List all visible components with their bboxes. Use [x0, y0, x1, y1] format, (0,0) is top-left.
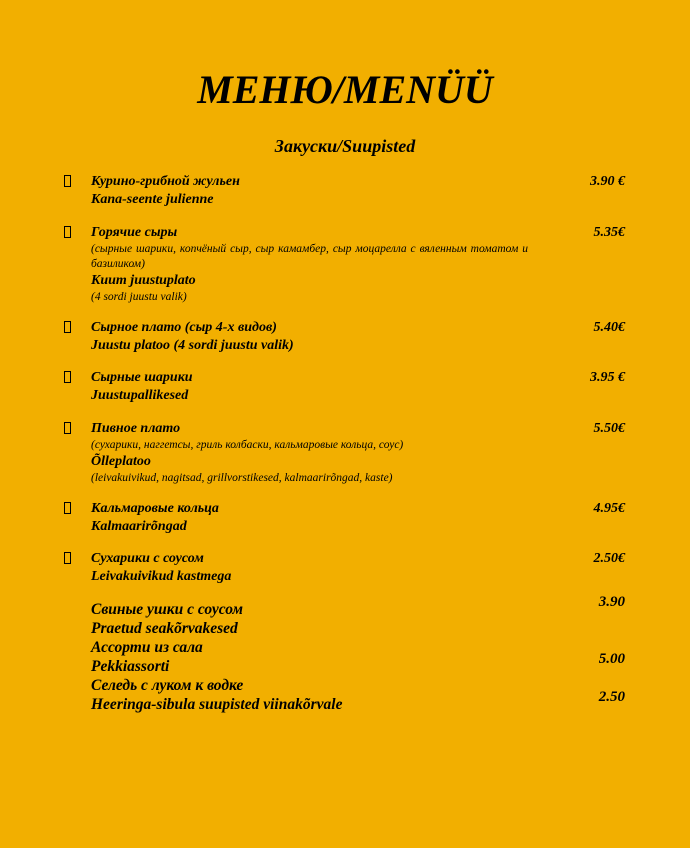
item-name-ru: Свиные ушки с соусом: [91, 601, 243, 618]
bullet-icon: [64, 422, 71, 434]
item-price: 5.40€: [593, 320, 625, 335]
item-name-et: Praetud seakõrvakesed: [91, 620, 238, 637]
bullet-icon: [64, 552, 71, 564]
item-name-et: Kalmaarirõngad: [91, 519, 187, 534]
item-price: 3.90 €: [590, 174, 625, 189]
item-name-ru: Сырные шарики: [91, 370, 193, 385]
item-name-ru: Сырное плато (сыр 4-х видов): [91, 320, 277, 335]
item-price: 5.00: [598, 651, 625, 667]
item-price: 3.90: [598, 594, 625, 610]
section-heading: Закуски/Suupisted: [274, 136, 416, 156]
bullet-icon: [64, 502, 71, 514]
item-name-et: Õlleplatoo: [91, 454, 151, 469]
item-price: 5.50€: [593, 421, 625, 436]
bullet-icon: [64, 321, 71, 333]
item-name-ru: Селедь с луком к водке: [91, 677, 244, 694]
item-desc-et: (4 sordi juustu valik): [91, 291, 187, 303]
item-name-ru: Кальмаровые кольца: [91, 501, 219, 516]
item-name-et: Leivakuivikud kastmega: [91, 569, 232, 584]
item-name-et: Juustupallikesed: [91, 388, 189, 403]
item-name-ru: Горячие сыры: [91, 225, 178, 240]
item-name-et: Pekkiassorti: [91, 658, 170, 675]
item-price: 4.95€: [593, 501, 625, 516]
item-desc-et: (leivakuivikud, nagitsad, grillvorstikesed, kalmaarirõngad, kaste): [91, 472, 393, 484]
item-desc-ru: (сырные шарики, копчёный сыр, сыр камамбер, сыр моцарелла с вяленным томатом и базиликом): [91, 243, 528, 270]
bullet-icon: [64, 371, 71, 383]
item-price: 2.50: [598, 689, 625, 705]
page-title: МЕНЮ/MENÜÜ: [197, 67, 493, 112]
item-name-et: Juustu platoo (4 sordi juustu valik): [91, 338, 294, 353]
item-name-ru: Ассорти из сала: [91, 639, 203, 656]
item-name-et: Kuum juustuplato: [91, 273, 196, 288]
item-name-et: Heeringa-sibula suupisted viinakõrvale: [91, 696, 343, 713]
bullet-icon: [64, 226, 71, 238]
item-price: 5.35€: [593, 225, 625, 240]
item-name-ru: Курино-грибной жульен: [91, 174, 240, 189]
item-name-ru: Пивное плато: [91, 421, 181, 436]
item-name-ru: Сухарики с соусом: [91, 551, 204, 566]
item-price: 3.95 €: [590, 370, 625, 385]
bullet-icon: [64, 175, 71, 187]
item-desc-ru: (сухарики, наггетсы, гриль колбаски, кальмаровые кольца, соус): [91, 439, 404, 451]
item-price: 2.50€: [593, 551, 625, 566]
item-name-et: Kana-seente julienne: [91, 192, 214, 207]
